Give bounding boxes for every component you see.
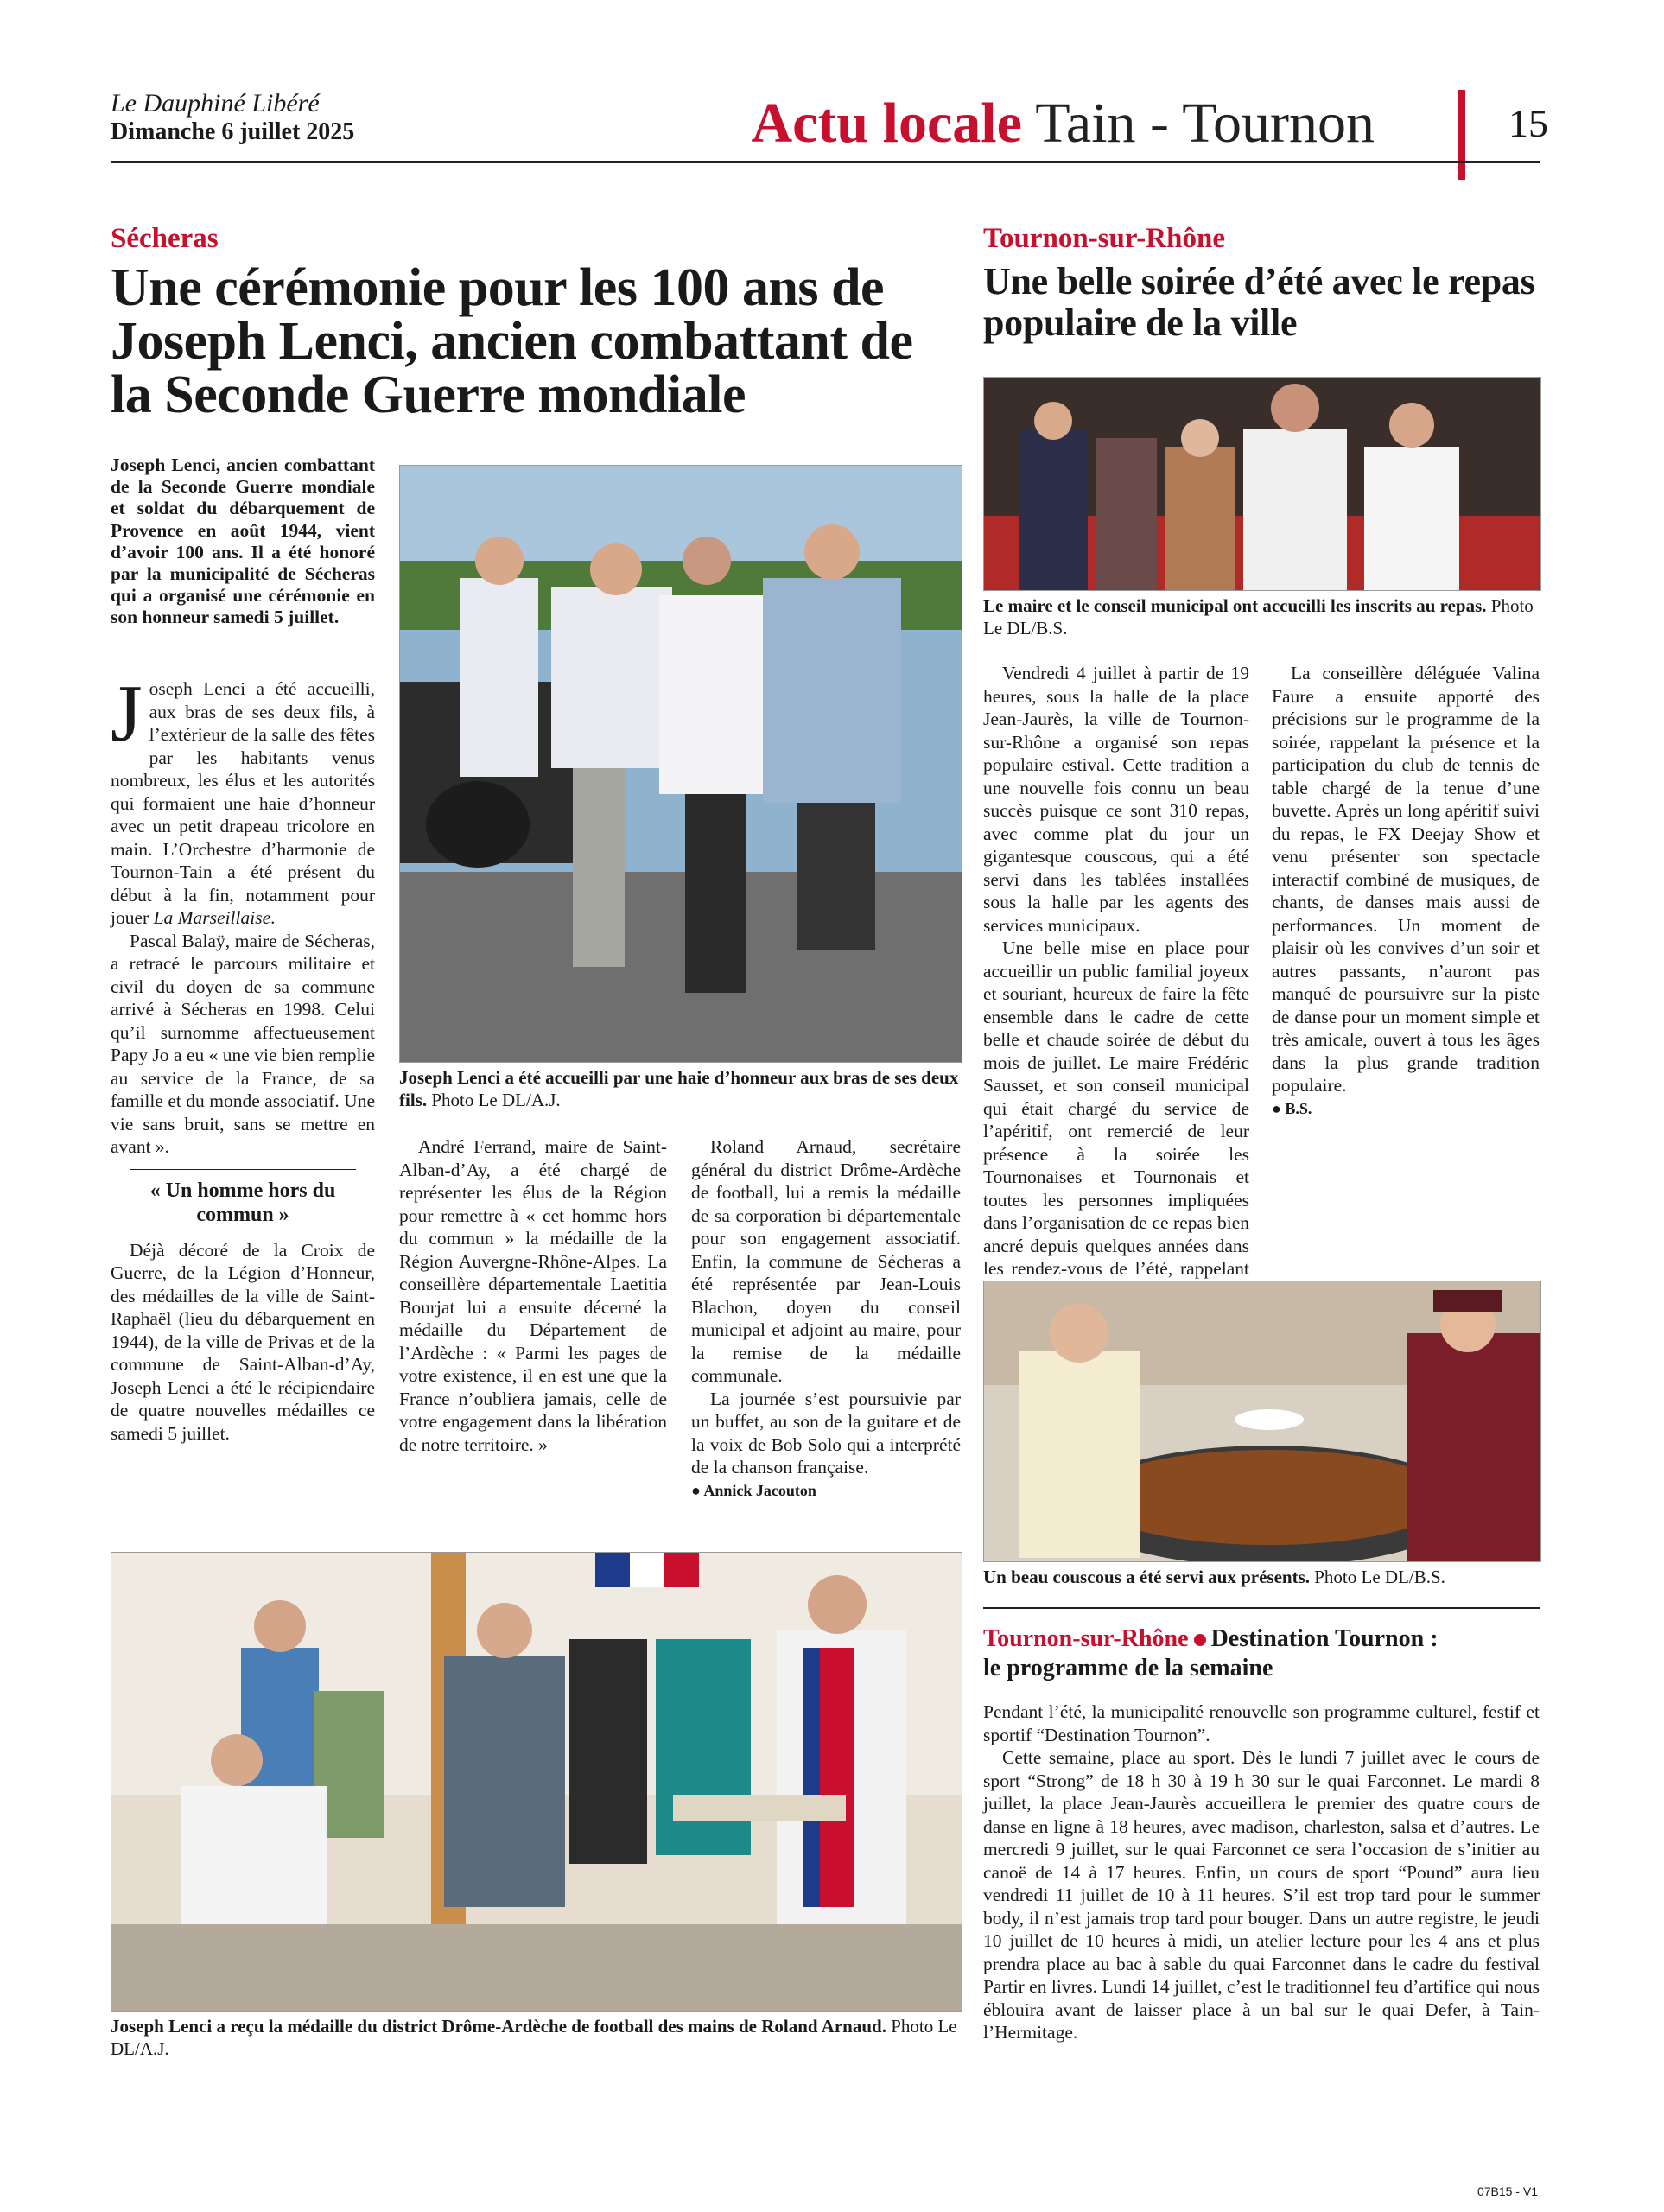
article1-signature: ● Annick Jacouton: [691, 1481, 816, 1499]
article2-column-1: [983, 662, 1249, 1326]
bullet-dot-icon: [1194, 1634, 1206, 1646]
masthead-rule: [111, 161, 1540, 163]
article1-p3: Déjà décoré de la Croix de Guerre, de la Légion d’Honneur, des médailles de la ville de Saint-Raphaël (lieu du débarquement en 1944), de la ville de Privas et de la commune de Saint-Alban-d’Ay, Joseph Lenci a été le récipiendaire de quatre nouvelles médailles ce samedi 5 juillet.: [111, 1239, 375, 1444]
photo-mayor-council: [983, 377, 1541, 591]
photo-honor-guard: [399, 465, 962, 1063]
article1-p1: oseph Lenci a été accueilli, aux bras de ses deux fils, à l’extérieur de la salle des fêtes par les habitants venus nombreux, les élus et les autorités qui formaient une haie d’honneur avec un petit drapeau tricolore en main. L’Orchestre d’harmonie de Tournon-Tain a été présent du début à la fin, notamment pour jouer: [111, 678, 375, 928]
article1-headline: Une cérémonie pour les 100 ans de Joseph Lenci, ancien combattant de la Seconde Guerre mondiale: [111, 258, 913, 424]
article2-p2: Une belle mise en place pour accueillir un public familial joyeux et souriant, heureux de faire la fête ensemble dans le cadre de cette belle et chaude soirée de début du mois de juillet. Le maire Frédéric Sausset, et son conseil municipal qui était chargé du service de l’apéritif, ont remercié de leur présence à la soirée les Tournonaises et Tournonais et toutes les personnes impliquées dans l’organisation de ce repas bien ancré depuis quelques années dans les rendez-vous de l’été, rappelant: [983, 938, 1249, 1279]
article3-headline-b: le programme de la semaine: [983, 1655, 1273, 1681]
photo-couscous: [983, 1281, 1541, 1562]
section-label: Actu locale: [751, 92, 1022, 155]
article3-rule: [983, 1607, 1540, 1609]
page-number: 15: [1508, 101, 1548, 145]
article2-column-2: [1272, 662, 1540, 1120]
article2-signature: ● B.S.: [1272, 1099, 1312, 1117]
article2-headline: Une belle soirée d’été avec le repas populaire de la ville: [983, 260, 1535, 344]
article1-p2: Pascal Balaÿ, maire de Sécheras, a retracé le parcours militaire et civil du doyen de sa commune arrivé à Sécheras en 1998. Celui qu’il surnomme affectueusement Papy Jo a eu « une vie bien remplie au service de la France, de sa famille et du monde associatif. Une vie sans bruit, sans se mettre en avant ».: [111, 930, 375, 1157]
article1-p1-italic: La Marseillaise: [153, 907, 271, 928]
photo-medal-ceremony: [111, 1552, 962, 2012]
publication-date: Dimanche 6 juillet 2025: [111, 118, 355, 145]
article2-kicker: Tournon-sur-Rhône: [983, 223, 1225, 254]
article3-kicker: Tournon-sur-Rhône: [983, 1625, 1189, 1652]
footer-code: 07B15 - V1: [1477, 2184, 1538, 2198]
article3-headline-a: Destination Tournon :: [1210, 1625, 1439, 1652]
dropcap: J: [111, 669, 143, 759]
article1-p4: André Ferrand, maire de Saint-Alban-d’Ay, a été chargé de représenter les élus de la Région pour remettre à « cet homme hors du commun » la médaille de la Région Auvergne-Rhône-Alpes. La conseillère départementale Laetitia Bourjat lui a ensuite décerné la médaille du Département de l’Ardèche : « Parmi les pages de votre existence, il en est une que la France n’oubliera jamais, celle de votre engagement dans la libération de notre territoire. »: [399, 1136, 667, 1455]
article3-p2: Cette semaine, place au sport. Dès le lundi 7 juillet avec le cours de sport “Strong” de 18 h 30 à 19 h 30 sur le quai Farconnet. Le mardi 8 juillet, la place Jean-Jaurès accueillera le premier des quatre cours de danse en ligne à 18 heures, avec madison, charleston, salsa et d’autres. Le mercredi 9 juillet, sur le quai Farconnet ce sera l’occasion de s’initier au canoë de 14 à 17 heures. Enfin, un cours de sport “Pound” aura lieu vendredi 11 juillet de 10 à 11 heures. S’il est trop tard pour le summer body, il n’est jamais trop tard pour bouger. Dans un autre registre, le jeudi 10 juillet de 10 heures à midi, un atelier lecture pour les 4 ans et plus prendra place au bac à sable du quai Farconnet dans le cadre du festival Partir en livres. Lundi 14 juillet, c’est le traditionnel feu d’artifice qui nous éblouira avant de laisser place à un bal sur le quai Defer, à Tain-l’Hermitage.: [983, 1747, 1540, 2043]
article1-column-2: [399, 1135, 667, 1456]
section-title: [751, 93, 1375, 154]
article1-lede: Joseph Lenci, ancien combattant de la Seconde Guerre mondiale et soldat du débarquement de Provence en août 1944, vient d’avoir 100 ans. Il a été honoré par la municipalité de Sécheras qui a organisé une cérémonie en son honneur samedi 5 juillet.: [111, 454, 375, 628]
article1-p5: Roland Arnaud, secrétaire général du district Drôme-Ardèche de football, lui a remis la médaille de sa corporation bi départementale pour son engagement associatif. Enfin, la commune de Sécheras a été représentée par Jean-Louis Blachon, doyen du conseil municipal et adjoint au maire, pour la remise de la médaille communale.: [691, 1136, 961, 1386]
article2-p1: Vendredi 4 juillet à partir de 19 heures, sous la halle de la place Jean-Jaurès, la ville de Tournon-sur-Rhône a organisé son repas populaire estival. Cette tradition a une nouvelle fois connu un beau succès puisque ce sont 310 repas, avec comme plat du jour un gigantesque couscous, qui a été servi dans les tablées installées sous la halle par les agents des services municipaux.: [983, 663, 1249, 936]
section-place: Tain - Tournon: [1035, 92, 1375, 155]
article1-column-3: [691, 1135, 961, 1502]
article1-kicker: Sécheras: [111, 223, 219, 254]
section-divider: [1458, 90, 1465, 180]
article2-p3: La conseillère déléguée Valina Faure a ensuite apporté des précisions sur le programme de la soirée, rappelant la présence et la participation du club de tennis de table chargé de la tenue d’une buvette. Après un long apéritif suivi du repas, le FX Deejay Show et venu présenter son spectacle interactif combiné de musiques, de chants, de danses mais aussi de performances. Un moment de plaisir où les convives d’un soir et autres passants, n’auront pas manqué de poursuivre sur la piste de danse pour un moment simple et très amicale, ouvert à tous les âges dans la plus grande tradition populaire.: [1272, 663, 1540, 1096]
article3-heading: [983, 1624, 1540, 1683]
article1-p6: La journée s’est poursuivie par un buffet, au son de la guitare et de la voix de Bob Solo qui a interprété de la chanson française.: [691, 1388, 961, 1478]
article2-photo2-caption: Un beau couscous a été servi aux présents. Photo Le DL/B.S.: [983, 1567, 1445, 1587]
article3-p1: Pendant l’été, la municipalité renouvelle son programme culturel, festif et sportif “Destination Tournon”.: [983, 1701, 1540, 1745]
photo2-caption: Joseph Lenci a reçu la médaille du district Drôme-Ardèche de football des mains de Roland Arnaud. Photo Le DL/A.J.: [111, 2016, 957, 2059]
photo1-caption: Joseph Lenci a été accueilli par une haie d’honneur aux bras de ses deux fils. Photo Le DL/A.J.: [399, 1067, 959, 1110]
article1-intertitle: « Un homme hors du commun »: [130, 1169, 356, 1227]
article2-photo1-caption: Le maire et le conseil municipal ont accueilli les inscrits au repas. Photo Le DL/B.S.: [983, 595, 1534, 639]
publication-name: Le Dauphiné Libéré: [111, 89, 320, 118]
article1-column-1: Joseph Lenci a été accueilli, aux bras de ses deux fils, à l’extérieur de la salle des fêtes par les habitants venus nombreux, les élus et les autorités qui formaient une haie d’honneur avec un petit drapeau tricolore en main. L’Orchestre d’harmonie de Tournon-Tain a été présent du début à la fin, notamment pour jouer La Marseillaise. Pascal Balaÿ, maire de Sécheras, a retracé le parcours militaire et civil du doyen de sa commune arrivé à Sécheras en 1998. Celui qu’il surnomme affectueusement Papy Jo a eu « une vie bien remplie au service de la France, de sa famille et du monde associatif. Une vie sans bruit, sans se mettre en avant ». « Un homme hors du commun » Déjà décoré de la Croix de Guerre, de la Légion d’Honneur, des médailles de la ville de Saint-Raphaël (lieu du débarquement en 1944), de la ville de Privas et de la commune de Saint-Alban-d’Ay, Joseph Lenci a été le récipiendaire de quatre nouvelles médailles ce samedi 5 juillet.: [111, 669, 375, 1444]
article3-body: [983, 1700, 1540, 2044]
